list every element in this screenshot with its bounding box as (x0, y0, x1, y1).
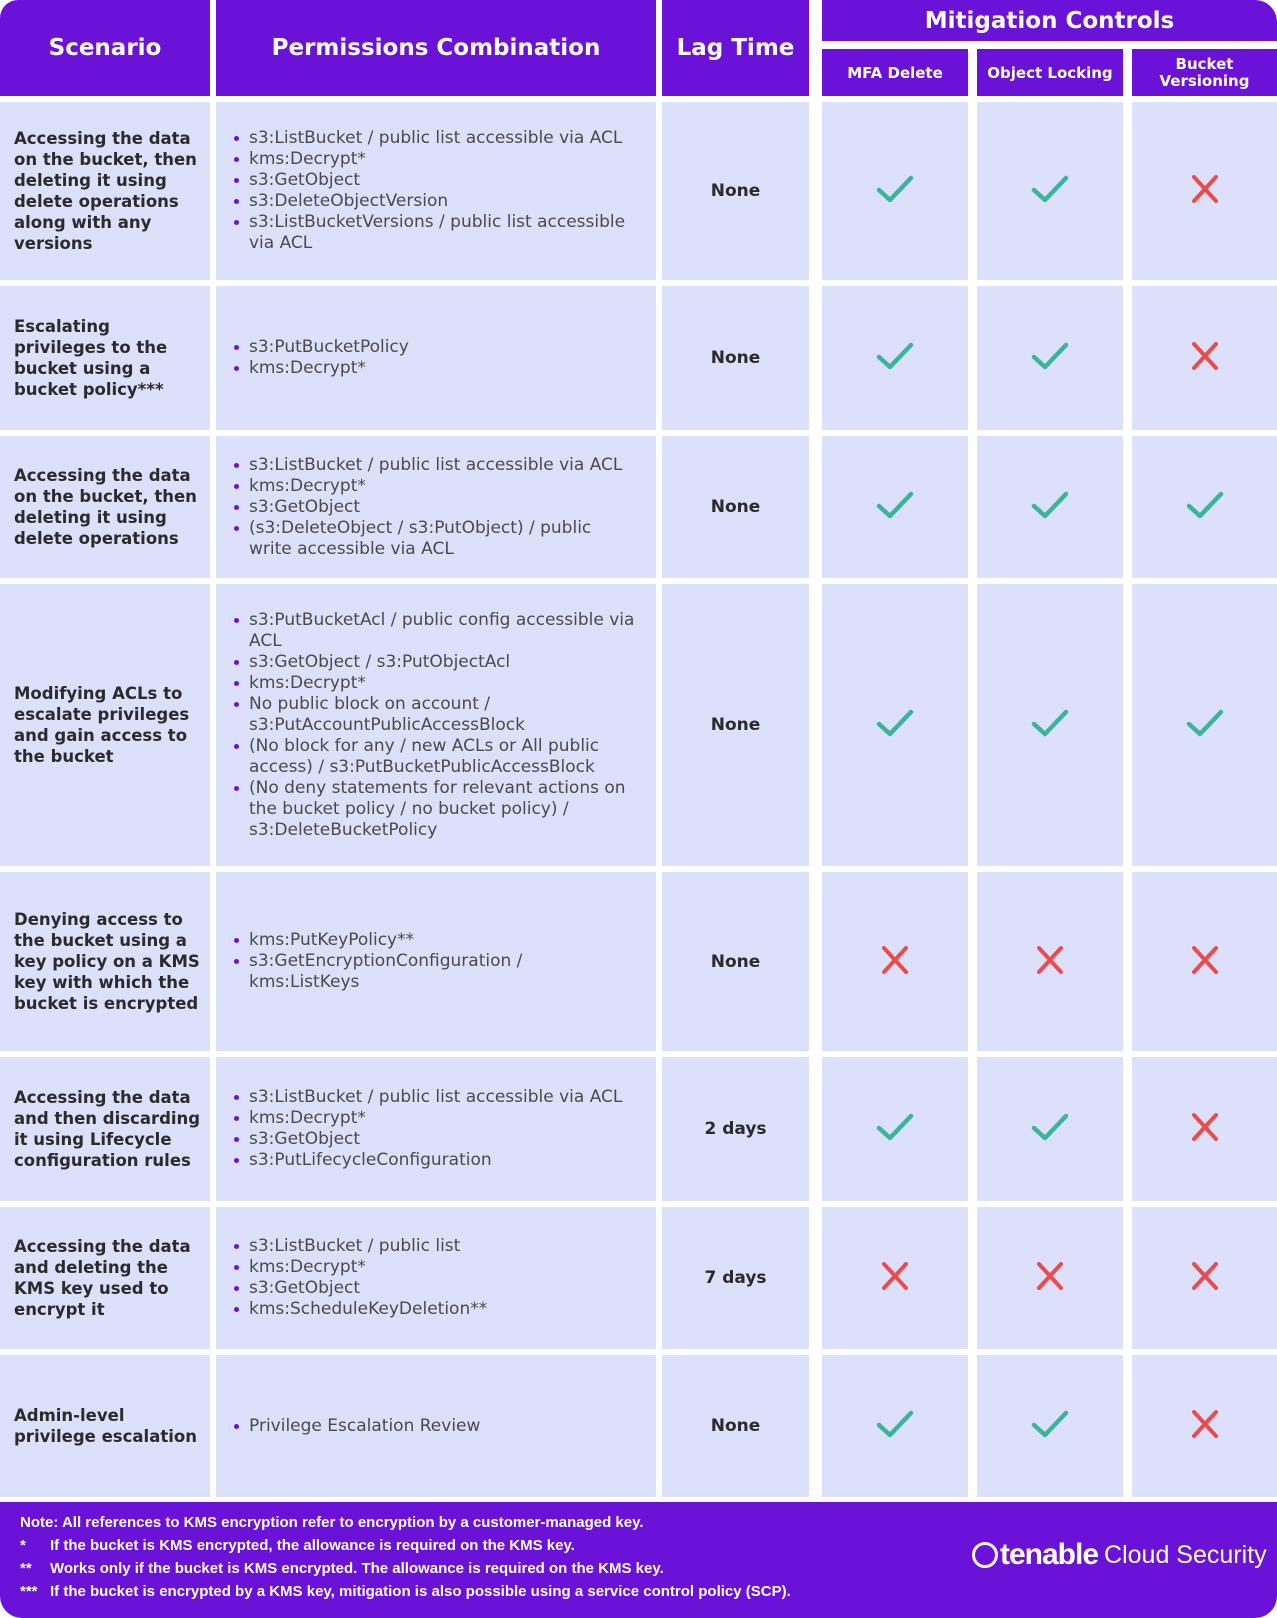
check-icon (1185, 706, 1225, 744)
scenario-text: Escalating privileges to the bucket using a bucket policy*** (14, 317, 168, 399)
bucket-versioning-header-line2: Versioning (1159, 71, 1250, 90)
scenario-cell (0, 1355, 210, 1497)
object-locking-cell (977, 584, 1123, 866)
check-icon (1030, 1407, 1070, 1445)
scenario-text: Accessing the data on the bucket, then deleting it using delete operations along with any versions (14, 129, 197, 253)
lag-time-cell (662, 1057, 809, 1201)
permission-item: kms:PutKeyPolicy** (234, 930, 638, 951)
lag-time-value: 7 days (704, 1268, 767, 1288)
permissions-cell (216, 584, 656, 866)
bucket-versioning-cell (1132, 1207, 1277, 1349)
object-locking-cell (977, 286, 1123, 430)
footnote-2 (20, 1560, 664, 1577)
footnote-text: Works only if the bucket is KMS encrypted. The allowance is required on the KMS key. (50, 1560, 664, 1577)
lag-time-value: None (710, 348, 761, 368)
permissions-cell (216, 286, 656, 430)
permission-item: kms:Decrypt* (234, 476, 638, 497)
check-icon (1030, 488, 1070, 526)
permission-item: s3:ListBucket / public list accessible via ACL (234, 455, 638, 476)
object-locking-cell (977, 1355, 1123, 1497)
bucket-versioning-cell (1132, 436, 1277, 578)
lag-time-value: None (710, 951, 761, 972)
mfa-delete-cell (822, 1355, 968, 1497)
permission-item: s3:ListBucket / public list accessible via ACL (234, 1087, 622, 1108)
permissions-cell (216, 1057, 656, 1201)
check-icon (875, 172, 915, 210)
footer-notes (0, 1502, 1277, 1618)
footnote-3 (20, 1583, 791, 1600)
lag-time-value: None (710, 1416, 761, 1436)
permission-item: s3:GetObject (234, 170, 638, 191)
lag-time-cell (662, 102, 809, 280)
permissions-cell (216, 102, 656, 280)
check-icon (875, 488, 915, 526)
bucket-versioning-cell (1132, 584, 1277, 866)
check-icon (1030, 172, 1070, 210)
lag-time-value: None (710, 497, 761, 517)
check-icon (875, 1407, 915, 1445)
scenario-text: Accessing the data and deleting the KMS key used to encrypt it (14, 1237, 191, 1319)
permission-item: No public block on account / s3:PutAccountPublicAccessBlock (234, 694, 638, 736)
permissions-list (234, 455, 638, 560)
footnote-mark: * (20, 1537, 26, 1554)
scenario-text: Accessing the data and then discarding it using Lifecycle configuration rules (14, 1088, 201, 1170)
check-icon (875, 706, 915, 744)
permission-item: (No block for any / new ACLs or All public access) / s3:PutBucketPublicAccessBlock (234, 736, 638, 778)
scenario-text: Denying access to the bucket using a key policy on a KMS key with which the bucket is encrypted (14, 910, 200, 1013)
mitigation-controls-header: Mitigation Controls (822, 0, 1277, 41)
permissions-list (234, 1236, 487, 1320)
check-icon (1030, 339, 1070, 377)
permissions-list (234, 930, 638, 993)
bucket-versioning-cell (1132, 286, 1277, 430)
permissions-cell (216, 872, 656, 1051)
scenario-cell (0, 872, 210, 1051)
cross-icon (1030, 943, 1070, 981)
object-locking-cell (977, 1207, 1123, 1349)
object-locking-cell (977, 872, 1123, 1051)
scenario-cell (0, 1207, 210, 1349)
bucket-versioning-cell (1132, 872, 1277, 1051)
cross-icon (875, 943, 915, 981)
scenario-text: Admin-level privilege escalation (14, 1406, 197, 1446)
check-icon (1185, 488, 1225, 526)
bucket-versioning-cell (1132, 1355, 1277, 1497)
scenario-cell (0, 1057, 210, 1201)
permission-item: kms:Decrypt* (234, 1108, 622, 1129)
permission-item: s3:ListBucket / public list (234, 1236, 487, 1257)
lag-time-header: Lag Time (662, 0, 809, 96)
permission-item: s3:PutBucketPolicy (234, 337, 409, 358)
footnote-text: If the bucket is encrypted by a KMS key, mitigation is also possible using a service control policy (SCP). (50, 1583, 791, 1600)
mfa-delete-cell (822, 286, 968, 430)
permission-item: s3:PutBucketAcl / public config accessible via ACL (234, 610, 638, 652)
cross-icon (1185, 1110, 1225, 1148)
permissions-list (234, 1416, 480, 1437)
bucket-versioning-header-line1: Bucket (1175, 54, 1234, 73)
permissions-list (234, 337, 409, 379)
check-icon (875, 339, 915, 377)
permission-item: kms:Decrypt* (234, 358, 409, 379)
object-locking-cell (977, 436, 1123, 578)
footnote-text: If the bucket is KMS encrypted, the allowance is required on the KMS key. (50, 1537, 575, 1554)
permissions-cell (216, 1355, 656, 1497)
bucket-versioning-cell (1132, 1057, 1277, 1201)
permission-item: kms:Decrypt* (234, 1257, 487, 1278)
scenario-cell (0, 584, 210, 866)
cross-icon (1185, 172, 1225, 210)
cross-icon (1185, 1407, 1225, 1445)
permission-item: (s3:DeleteObject / s3:PutObject) / public write accessible via ACL (234, 518, 638, 560)
check-icon (875, 1110, 915, 1148)
object-locking-cell (977, 1057, 1123, 1201)
permission-item: kms:Decrypt* (234, 149, 638, 170)
lag-time-cell (662, 1207, 809, 1349)
object-locking-header: Object Locking (977, 49, 1123, 96)
check-icon (1030, 706, 1070, 744)
lag-time-cell (662, 872, 809, 1051)
bucket-versioning-cell (1132, 102, 1277, 280)
footnote-mark: *** (20, 1583, 38, 1600)
permission-item: s3:ListBucketVersions / public list accessible via ACL (234, 212, 638, 254)
lag-time-value: 2 days (704, 1119, 767, 1139)
tenable-logo (972, 1538, 1267, 1572)
cross-icon (1030, 1259, 1070, 1297)
cross-icon (1185, 339, 1225, 377)
permission-item: Privilege Escalation Review (234, 1416, 480, 1437)
permission-item: s3:ListBucket / public list accessible via ACL (234, 128, 638, 149)
mfa-delete-cell (822, 872, 968, 1051)
brand-suffix: Cloud Security (1104, 1540, 1267, 1569)
permission-item: s3:GetObject (234, 1129, 622, 1150)
scenario-text: Modifying ACLs to escalate privileges and gain access to the bucket (14, 684, 190, 766)
mfa-delete-header: MFA Delete (822, 49, 968, 96)
permissions-header: Permissions Combination (216, 0, 656, 96)
note-text: Note: All references to KMS encryption refer to encryption by a customer-managed key. (20, 1514, 644, 1531)
mfa-delete-cell (822, 436, 968, 578)
cross-icon (1185, 1259, 1225, 1297)
permission-item: kms:Decrypt* (234, 673, 638, 694)
permission-item: s3:PutLifecycleConfiguration (234, 1150, 622, 1171)
permissions-list (234, 1087, 622, 1171)
permission-item: s3:GetObject (234, 497, 638, 518)
lag-time-cell (662, 436, 809, 578)
lag-time-cell (662, 1355, 809, 1497)
permissions-list (234, 610, 638, 841)
mfa-delete-cell (822, 102, 968, 280)
scenario-text: Accessing the data on the bucket, then deleting it using delete operations (14, 466, 197, 548)
lag-time-value: None (710, 181, 761, 201)
scenario-cell (0, 436, 210, 578)
footnote-mark: ** (20, 1560, 32, 1577)
permissions-cell (216, 1207, 656, 1349)
permission-item: (No deny statements for relevant actions on the bucket policy / no bucket policy) / s3:DeleteBucketPolicy (234, 778, 638, 841)
scenario-cell (0, 286, 210, 430)
lag-time-cell (662, 286, 809, 430)
brand-name: tenable (1000, 1538, 1099, 1571)
permission-item: kms:ScheduleKeyDeletion** (234, 1299, 487, 1320)
scenario-cell (0, 102, 210, 280)
footnote-1 (20, 1537, 575, 1554)
mfa-delete-cell (822, 1057, 968, 1201)
lag-time-cell (662, 584, 809, 866)
cross-icon (1185, 943, 1225, 981)
object-locking-cell (977, 102, 1123, 280)
permission-item: s3:DeleteObjectVersion (234, 191, 638, 212)
mfa-delete-cell (822, 584, 968, 866)
scenario-header: Scenario (0, 0, 210, 96)
permissions-cell (216, 436, 656, 578)
permission-item: s3:GetObject / s3:PutObjectAcl (234, 652, 638, 673)
bucket-versioning-header (1132, 49, 1277, 96)
permission-item: s3:GetObject (234, 1278, 487, 1299)
lag-time-value: None (710, 715, 761, 735)
mfa-delete-cell (822, 1207, 968, 1349)
check-icon (1030, 1110, 1070, 1148)
permissions-list (234, 128, 638, 254)
tenable-ring-icon (972, 1542, 998, 1568)
permission-item: s3:GetEncryptionConfiguration / kms:ListKeys (234, 951, 638, 993)
cross-icon (875, 1259, 915, 1297)
